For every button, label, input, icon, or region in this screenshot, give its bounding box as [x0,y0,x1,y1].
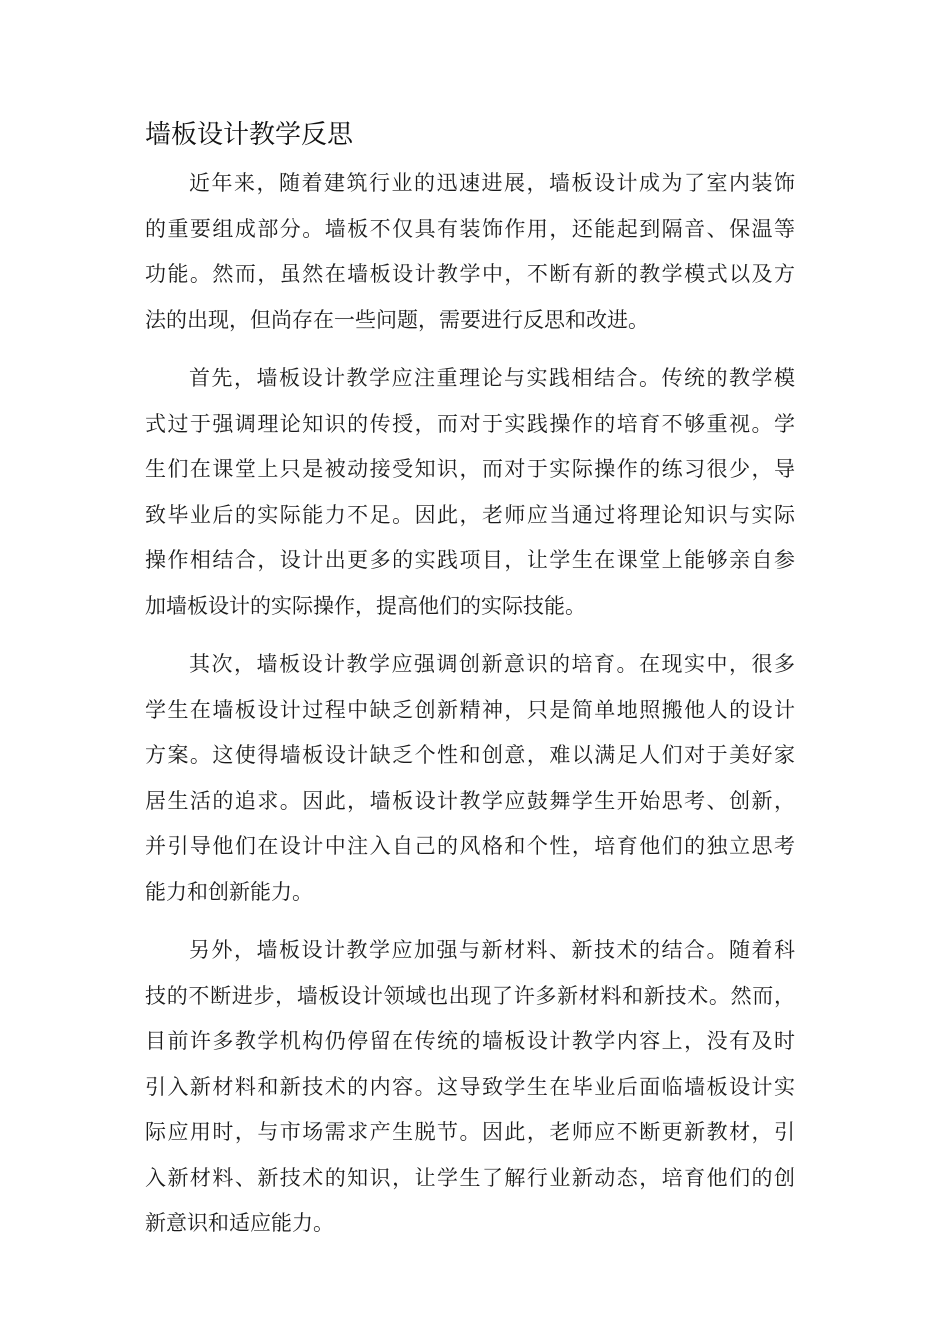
paragraph-line: 居生活的追求。因此，墙板设计教学应鼓舞学生开始思考、创新， [145,788,795,813]
paragraph-line: 能力和创新能力。 [145,879,313,904]
paragraph-line: 入新材料、新技术的知识，让学生了解行业新动态，培育他们的创 [145,1165,795,1190]
paragraph-4 [145,928,795,1247]
paragraph-line: 并引导他们在设计中注入自己的风格和个性，培育他们的独立思考 [145,834,795,858]
document-body [145,161,795,1260]
paragraph-1 [145,161,795,343]
paragraph-line: 致毕业后的实际能力不足。因此，老师应当通过将理论知识与实际 [145,502,795,527]
paragraph-line: 的重要组成部分。墙板不仅具有装饰作用，还能起到隔音、保温等 [145,216,795,241]
paragraph-line: 生们在课堂上只是被动接受知识，而对于实际操作的练习很少，导 [145,457,795,481]
paragraph-line: 式过于强调理论知识的传授，而对于实践操作的培育不够重视。学 [145,411,795,436]
paragraph-line: 学生在墙板设计过程中缺乏创新精神，只是简单地照搬他人的设计 [145,697,795,722]
paragraph-line: 功能。然而，虽然在墙板设计教学中，不断有新的教学模式以及方 [145,262,795,286]
paragraph-line: 法的出现，但尚存在一些问题，需要进行反思和改进。 [145,307,649,332]
paragraph-line: 近年来，随着建筑行业的迅速进展，墙板设计成为了室内装饰 [189,171,795,195]
paragraph-3 [145,642,795,915]
paragraph-line: 方案。这使得墙板设计缺乏个性和创意，难以满足人们对于美好家 [145,743,795,767]
paragraph-line: 操作相结合，设计出更多的实践项目，让学生在课堂上能够亲自参 [145,548,795,572]
document-title: 墙板设计教学反思 [145,120,354,150]
paragraph-line: 首先，墙板设计教学应注重理论与实践相结合。传统的教学模 [189,366,795,390]
paragraph-line: 新意识和适应能力。 [145,1211,334,1235]
paragraph-line: 际应用时，与市场需求产生脱节。因此，老师应不断更新教材，引 [145,1120,795,1144]
paragraph-line: 其次，墙板设计教学应强调创新意识的培育。在现实中，很多 [189,652,795,676]
paragraph-line: 加墙板设计的实际操作，提高他们的实际技能。 [145,593,586,618]
paragraph-line: 引入新材料和新技术的内容。这导致学生在毕业后面临墙板设计实 [145,1074,795,1099]
paragraph-line: 另外，墙板设计教学应加强与新材料、新技术的结合。随着科 [189,938,795,962]
paragraph-2 [145,356,795,629]
paragraph-line: 技的不断进步，墙板设计领域也出现了许多新材料和新技术。然而， [145,983,795,1008]
paragraph-line: 目前许多教学机构仍停留在传统的墙板设计教学内容上，没有及时 [145,1029,795,1053]
